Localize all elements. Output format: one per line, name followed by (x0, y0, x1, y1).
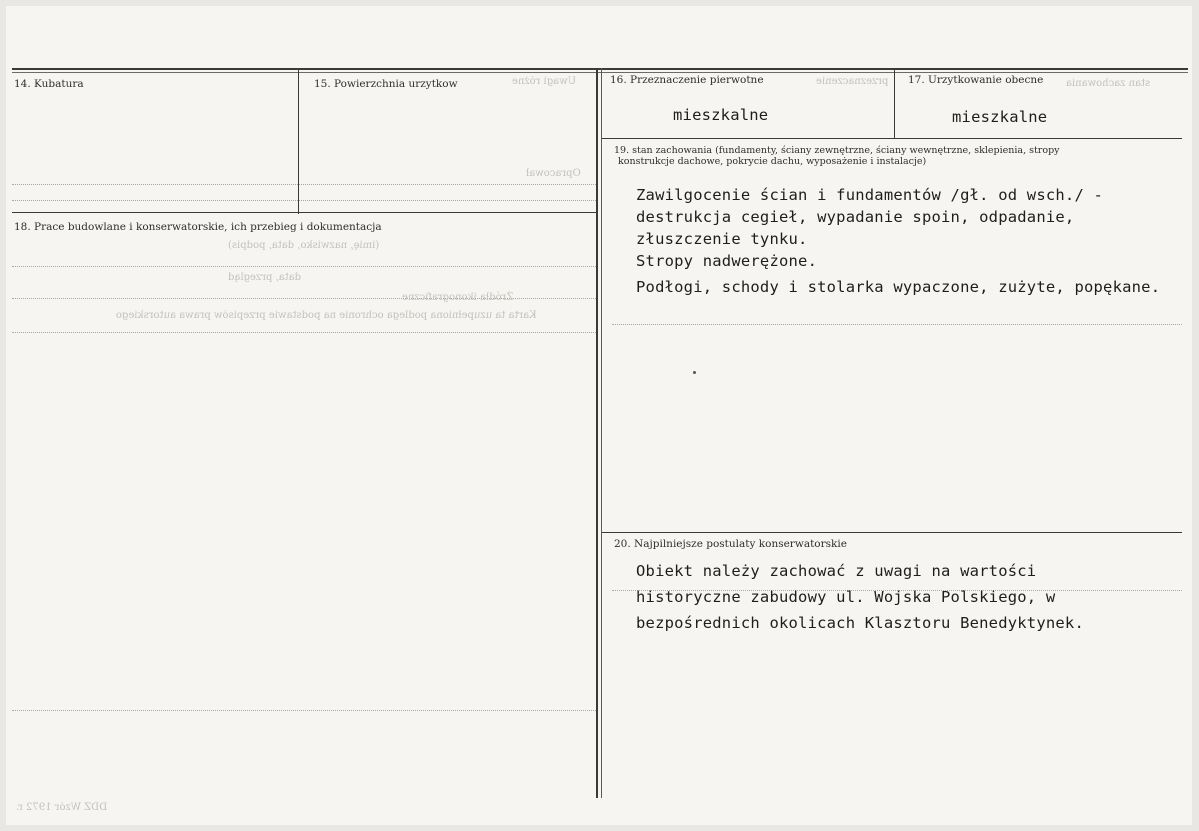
divider-16-17 (894, 70, 895, 138)
stan-zachowania-line: Stropy nadwerężone. (636, 252, 818, 270)
bleed-through-text: Źródła ikonograficzne (402, 292, 514, 303)
ghost-rule (12, 184, 596, 185)
bleed-through-text: data, przegląd (228, 272, 302, 283)
center-divider (596, 68, 598, 798)
ghost-rule (12, 332, 596, 333)
prace-budowlane-label: 18. Prace budowlane i konserwatorskie, ich przebieg i dokumentacja (14, 221, 382, 233)
rule-above-20 (602, 532, 1182, 533)
postulaty-line: historyczne zabudowy ul. Wojska Polskiego, w (636, 588, 1056, 606)
ghost-rule (12, 710, 596, 711)
top-rule-2 (12, 72, 1188, 73)
przeznaczenie-pierwotne-value: mieszkalne (673, 106, 769, 124)
stan-zachowania-line: złuszczenie tynku. (636, 230, 808, 248)
bleed-through-text: Uwagi różne (512, 76, 577, 87)
bleed-through-text: DDZ Wzór 1972 r. (16, 802, 108, 813)
postulaty-label: 20. Najpilniejsze postulaty konserwatorskie (614, 538, 847, 550)
center-divider-2 (601, 68, 602, 798)
stan-zachowania-label (614, 145, 1174, 167)
uzytkowanie-obecne-value: mieszkalne (952, 108, 1048, 126)
powierzchnia-label: 15. Powierzchnia urzytkow (314, 78, 458, 90)
postulaty-line: bezpośrednich okolicach Klasztoru Benedyktynek. (636, 614, 1084, 632)
kubatura-label: 14. Kubatura (14, 78, 84, 90)
stan-zachowania-label-line1: 19. stan zachowania (fundamenty, ściany zewnętrzne, ściany wewnętrzne, sklepienia, stropy (614, 145, 1060, 156)
rule-above-18 (12, 212, 596, 213)
top-rule (12, 68, 1188, 70)
stan-zachowania-line: Podłogi, schody i stolarka wypaczone, zużyte, popękane. (636, 278, 1161, 296)
bleed-through-text: Opracował (526, 168, 581, 179)
przeznaczenie-pierwotne-label: 16. Przeznaczenie pierwotne (610, 74, 764, 86)
postulaty-line: Obiekt należy zachować z uwagi na wartości (636, 562, 1037, 580)
uzytkowanie-obecne-label: 17. Urzytkowanie obecne (908, 74, 1044, 86)
record-card (6, 6, 1192, 825)
divider-14-15 (298, 70, 299, 214)
ink-dot (693, 371, 696, 374)
stan-zachowania-label-line2: konstrukcje dachowe, pokrycie dachu, wyposażenie i instalacje) (618, 156, 927, 167)
ghost-rule (12, 200, 596, 201)
bleed-through-text: Karta ta uzupełniona podlega ochronie na podstawie przepisów prawa autorskiego (116, 310, 537, 321)
rule-above-19 (602, 138, 1182, 139)
bleed-through-text: (imię, nazwisko, data, podpis) (228, 240, 380, 251)
ghost-rule (12, 266, 596, 267)
bleed-through-text: stan zachowania (1066, 78, 1151, 89)
stan-zachowania-line: Zawilgocenie ścian i fundamentów /gł. od wsch./ - (636, 186, 1104, 204)
bleed-through-text: przeznaczenie (816, 76, 889, 87)
stan-zachowania-line: destrukcja cegieł, wypadanie spoin, odpadanie, (636, 208, 1075, 226)
ghost-rule (612, 324, 1182, 325)
